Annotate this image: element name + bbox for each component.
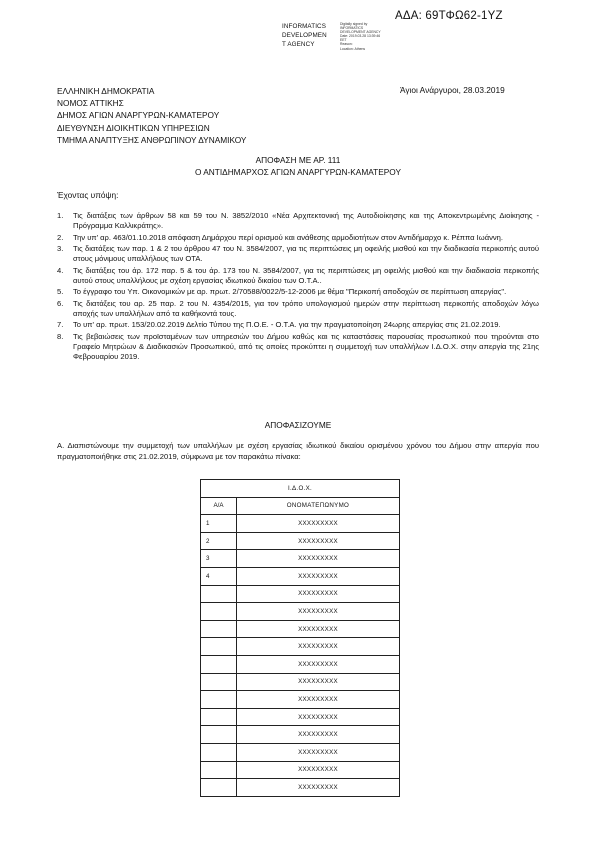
row-name: XXXXXXXXX [237,550,400,568]
logo-line: INFORMATICS [282,23,327,30]
table-row [201,620,400,638]
row-number: 3 [201,550,237,568]
row-name: XXXXXXXXX [237,708,400,726]
table-row [201,673,400,691]
row-name: XXXXXXXXX [237,603,400,621]
row-name: XXXXXXXXX [237,585,400,603]
signature-line: DEVELOPMENT AGENCY [340,30,381,35]
list-item [57,320,539,330]
row-number [201,743,237,761]
table-row [201,567,400,585]
row-name: XXXXXXXXX [237,673,400,691]
list-text: Το υπ' αρ. πρωτ. 153/20.02.2019 Δελτίο Τύπου της Π.Ο.Ε. - Ο.Τ.Α. για την πραγματοποίηση 24ωρης απεργίας στις 21.02.2019. [73,320,501,330]
table-row [201,691,400,709]
list-number: 8. [57,331,64,341]
signature-line: Reason: [340,42,353,47]
row-number [201,708,237,726]
row-number [201,620,237,638]
decision-issuer: Ο ΑΝΤΙΔΗΜΑΡΧΟΣ ΑΓΙΩΝ ΑΝΑΡΓΥΡΩΝ-ΚΑΜΑΤΕΡΟΥ [194,167,402,177]
list-text: Το έγγραφο του Υπ. Οικονομικών με αρ. πρωτ. 2/70588/0022/5-12-2006 με θέμα "Περικοπή αποδοχών σε περίπτωση απεργίας". [73,287,507,297]
header-line: ΝΟΜΟΣ ΑΤΤΙΚΗΣ [57,98,124,109]
table-row [201,603,400,621]
table-row [201,708,400,726]
list-number: 2. [57,232,64,242]
table-caption: Ι.Δ.Ο.Χ. [201,480,400,498]
header-line: ΤΜΗΜΑ ΑΝΑΠΤΥΞΗΣ ΑΝΘΡΩΠΙΝΟΥ ΔΥΝΑΜΙΚΟΥ [57,134,247,145]
list-number: 3. [57,243,64,253]
table-row [201,761,400,779]
list-text: Τις διατάξεις των άρθρων 58 και 59 του Ν. 3852/2010 «Νέα Αρχιτεκτονική της Αυτοδιοίκησης και της Αποκεντρωμένης Διοίκησης - Πρόγραμμα Καλλικράτης». [73,211,539,231]
list-item [57,244,539,264]
having-considered-label: Έχοντας υπόψη: [57,190,119,200]
considerations-list [57,211,539,363]
table-row [201,779,400,797]
logo-line: DEVELOPMEN [282,32,327,39]
strike-participants-table [200,479,400,797]
row-number: 1 [201,515,237,533]
row-name: XXXXXXXXX [237,726,400,744]
row-number [201,779,237,797]
signature-line: Date: 2019.03.28 13:39:46 [340,34,381,39]
list-item [57,287,539,297]
row-number [201,691,237,709]
list-item [57,266,539,286]
row-name: XXXXXXXXX [237,779,400,797]
row-name: XXXXXXXXX [237,638,400,656]
table-row [201,585,400,603]
list-text: Τις διατάξεις του αρ. 25 παρ. 2 του Ν. 4354/2015, για τον τρόπο υπολογισμού ημερών στην περίπτωση περικοπής αποδοχών λόγω αποχής των υπαλλήλων από τα καθήκοντά τους. [73,298,539,318]
table-row [201,743,400,761]
finding-paragraph: Α. Διαπιστώνουμε την συμμετοχή των υπαλλήλων με σχέση εργασίας ιδιωτικού δικαίου ορισμένου χρόνου του Δήμου στην απεργία που πραγματοποιήθηκε στις 21.02.2019, σύμφωνα με τον παρακάτω πίνακα: [57,441,539,461]
signature-line: EET [340,38,347,43]
row-number [201,761,237,779]
table-row [201,726,400,744]
table-row [201,655,400,673]
table-caption-row [201,480,400,498]
row-number [201,638,237,656]
table-row [201,515,400,533]
table-header-row [201,497,400,515]
row-number [201,603,237,621]
signature-line: INFORMATICS [340,26,364,31]
header-line: ΔΗΜΟΣ ΑΓΙΩΝ ΑΝΑΡΓΥΡΩΝ-ΚΑΜΑΤΕΡΟΥ [57,110,220,121]
row-name: XXXXXXXXX [237,532,400,550]
table-row [201,532,400,550]
list-number: 4. [57,265,64,275]
list-number: 6. [57,298,64,308]
column-header-name: ΟΝΟΜΑΤΕΠΩΝΥΜΟ [237,497,400,515]
ada-code: ΑΔΑ: 69ΤΦΩ62-1ΥΖ [395,10,503,22]
list-number: 7. [57,320,64,330]
list-text: Τις βεβαιώσεις των προϊσταμένων των υπηρεσιών του Δήμου καθώς και τις καταστάσεις παρουσίας προσωπικού που τηρούνται στο Γραφείο Μητρώων & Διαδικασιών Προσωπικού, από τις οποίες προκύπτει η συμμετοχή των υπαλλήλων Ι.Δ.Ο.Χ. στην απεργία της 21ης Φεβρουαρίου 2019. [73,331,539,361]
table-row [201,638,400,656]
row-name: XXXXXXXXX [237,655,400,673]
row-number [201,585,237,603]
decision-title: ΑΠΟΦΑΣΗ ΜΕ ΑΡ. 111 [255,155,341,165]
row-name: XXXXXXXXX [237,515,400,533]
logo-line: T AGENCY [282,41,315,48]
signature-line: Digitally signed by [340,22,368,26]
row-name: XXXXXXXXX [237,567,400,585]
decision-heading: ΑΠΟΦΑΣΙΖΟΥΜΕ [264,420,332,430]
row-name: XXXXXXXXX [237,620,400,638]
list-text: Τις διατάξεις των παρ. 1 & 2 του άρθρου 47 του Ν. 3584/2007, για τις περιπτώσεις μη οφειλής μισθού και την διαδικασία περικοπής αυτού στους μόνιμους υπαλλήλους των ΟΤΑ. [73,243,539,264]
row-name: XXXXXXXXX [237,761,400,779]
header-line: ΔΙΕΥΘΥΝΣΗ ΔΙΟΙΚΗΤΙΚΩΝ ΥΠΗΡΕΣΙΩΝ [57,122,210,133]
row-number: 2 [201,532,237,550]
list-number: 5. [57,287,64,297]
column-header-aa: Α/Α [201,497,237,515]
table-row [201,550,400,568]
digital-signature-fine-print [340,22,381,51]
row-number [201,673,237,691]
list-text: Την υπ' αρ. 463/01.10.2018 απόφαση Δημάρχου περί ορισμού και ανάθεσης αρμοδιοτήτων στον Αντιδήμαρχο κ. Ρέππα Ιωάννη. [73,232,504,242]
place-and-date: Άγιοι Ανάργυροι, 28.03.2019 [400,85,505,95]
informatics-agency-logo-text [282,22,327,49]
row-number [201,726,237,744]
list-item [57,299,539,319]
signature-line: Location: Athens [340,46,366,51]
row-name: XXXXXXXXX [237,691,400,709]
list-item [57,332,539,363]
header-line: ΕΛΛΗΝΙΚΗ ΔΗΜΟΚΡΑΤΙΑ [57,86,155,96]
row-number: 4 [201,567,237,585]
list-text: Τις διατάξεις του άρ. 172 παρ. 5 & του άρ. 173 του Ν. 3584/2007, για τις περιπτώσεις μη οφειλής μισθού και την διαδικασία περικοπής αυτού στους υπαλλήλους με σχέση εργασίας ιδιωτικού δικαίου των Ο.Τ.Α.. [73,265,539,285]
list-item [57,211,539,231]
issuer-header [57,85,246,146]
row-name: XXXXXXXXX [237,743,400,761]
list-item [57,233,539,243]
list-number: 1. [57,211,64,220]
row-number [201,655,237,673]
